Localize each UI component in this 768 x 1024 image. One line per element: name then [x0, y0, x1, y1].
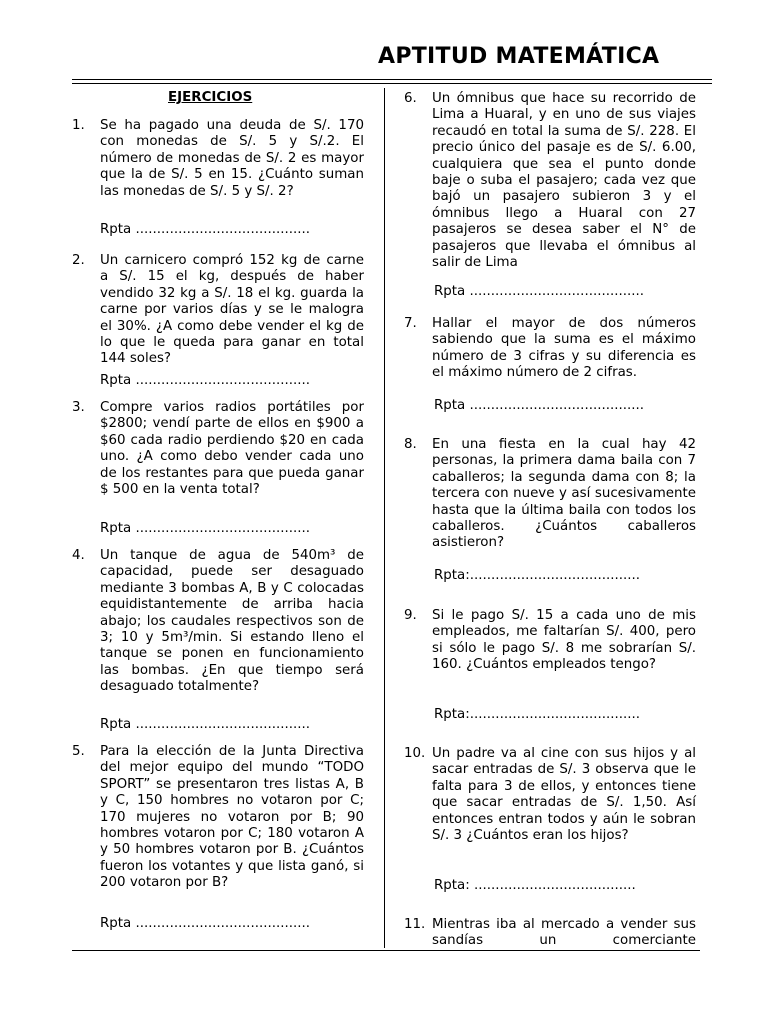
- answer-line-9: Rpta:........................................: [434, 707, 641, 722]
- exercise-number: 7.: [404, 316, 417, 331]
- answer-line-4: Rpta .........................................: [100, 717, 311, 732]
- exercise-2: [72, 253, 364, 368]
- exercise-5: [72, 744, 364, 892]
- exercise-number: 6.: [404, 91, 417, 106]
- exercise-4: [72, 548, 364, 696]
- answer-line-7: Rpta .........................................: [434, 398, 645, 413]
- exercise-text: Para la elección de la Junta Directiva del mejor equipo del mundo “TODO SPORT” se presentaron tres listas A, B y C, 150 hombres no votaron por C; 170 mujeres no votaron por B; 90 hombres votaron por C; 180 votaron A y 50 hombres votaron por B. ¿Cuántos fueron los votantes y que lista ganó, si 200 votaron por B?: [100, 744, 364, 891]
- exercise-number: 3.: [72, 400, 85, 415]
- exercise-number: 2.: [72, 253, 85, 268]
- footer-rule: [72, 950, 700, 951]
- exercise-number: 1.: [72, 118, 85, 133]
- header-rule-bottom: [72, 83, 712, 84]
- answer-line-10: Rpta: ......................................: [434, 878, 636, 893]
- answer-line-3: Rpta .........................................: [100, 521, 311, 536]
- section-title: EJERCICIOS: [168, 90, 253, 105]
- answer-line-8: Rpta:........................................: [434, 568, 641, 583]
- exercise-10: [404, 746, 696, 844]
- exercise-number: 9.: [404, 608, 417, 623]
- exercise-number: 4.: [72, 548, 85, 563]
- exercise-1: [72, 118, 364, 200]
- answer-line-5: Rpta .........................................: [100, 916, 311, 931]
- exercise-text: Hallar el mayor de dos números sabiendo que la suma es el máximo número de 3 cifras y su diferencia es el máximo número de 2 cifras.: [432, 316, 696, 381]
- exercise-text: En una fiesta en la cual hay 42 personas, la primera dama baila con 7 caballeros; la segunda dama con 8; la tercera con nueve y así sucesivamente hasta que la última baila con todos los caballeros. ¿Cuántos caballeros asistieron?: [432, 437, 696, 551]
- exercise-6: [404, 91, 696, 271]
- exercise-number: 8.: [404, 437, 417, 452]
- exercise-number: 5.: [72, 744, 85, 759]
- exercise-text: Un padre va al cine con sus hijos y al sacar entradas de S/. 3 observa que le falta para 3 de ellos, y entonces tiene que sacar entradas de S/. 1,50. Así entonces entran todos y aún le sobran S/. 3 ¿Cuántos eran los hijos?: [432, 746, 696, 844]
- header-rule-top: [72, 79, 712, 80]
- page-title: APTITUD MATEMÁTICA: [378, 44, 660, 69]
- exercise-text: Un carnicero compró 152 kg de carne a S/. 15 el kg, después de haber vendido 32 kg a S/. 18 el kg. guarda la carne por varios días y se le malogra el 30%. ¿A como debe vender el kg de lo que le queda para ganar en total 144 soles?: [100, 253, 364, 367]
- exercise-text: Un ómnibus que hace su recorrido de Lima a Huaral, y en uno de sus viajes recaudó en total la suma de S/. 228. El precio único del pasaje es de S/. 6.00, cualquiera que sea el punto donde baje o suba el pasajero; cada vez que bajó un pasajero subieron 3 y el ómnibus llego a Huaral con 27 pasajeros se desea saber el N° de pasajeros que llevaba el ómnibus al salir de Lima: [432, 91, 696, 271]
- exercise-11: [404, 917, 696, 950]
- exercise-number: 10.: [404, 746, 426, 761]
- answer-line-2: Rpta .........................................: [100, 373, 311, 388]
- exercise-text: Mientras iba al mercado a vender sus sandías un comerciante: [432, 917, 696, 949]
- exercise-text: Compre varios radios portátiles por $2800; vendí parte de ellos en $900 a $60 cada radio perdiendo $20 en cada uno. ¿A como debo vender cada uno de los restantes para que pueda ganar $ 500 en la venta total?: [100, 400, 364, 498]
- exercise-9: [404, 608, 696, 674]
- answer-line-6: Rpta .........................................: [434, 284, 645, 299]
- exercise-text: Si le pago S/. 15 a cada uno de mis empleados, me faltarían S/. 400, pero si sólo le pago S/. 8 me sobrarían S/. 160. ¿Cuántos empleados tengo?: [432, 608, 696, 673]
- exercise-text: Se ha pagado una deuda de S/. 170 con monedas de S/. 5 y S/.2. El número de monedas de S/. 2 es mayor que la de S/. 5 en 15. ¿Cuánto suman las monedas de S/. 5 y S/. 2?: [100, 118, 364, 199]
- exercise-7: [404, 316, 696, 382]
- exercise-text: Un tanque de agua de 540m³ de capacidad, puede ser desaguado mediante 3 bombas A, B y C colocadas equidistantemente de arriba hacia abajo; los caudales respectivos son de 3; 10 y 5m³/min. Si estando lleno el tanque se ponen en funcionamiento las bombas. ¿En que tiempo será desaguado totalmente?: [100, 548, 364, 695]
- answer-line-1: Rpta .........................................: [100, 222, 311, 237]
- exercise-3: [72, 400, 364, 498]
- column-divider: [384, 88, 385, 948]
- exercise-8: [404, 437, 696, 552]
- exercise-number: 11.: [404, 917, 426, 932]
